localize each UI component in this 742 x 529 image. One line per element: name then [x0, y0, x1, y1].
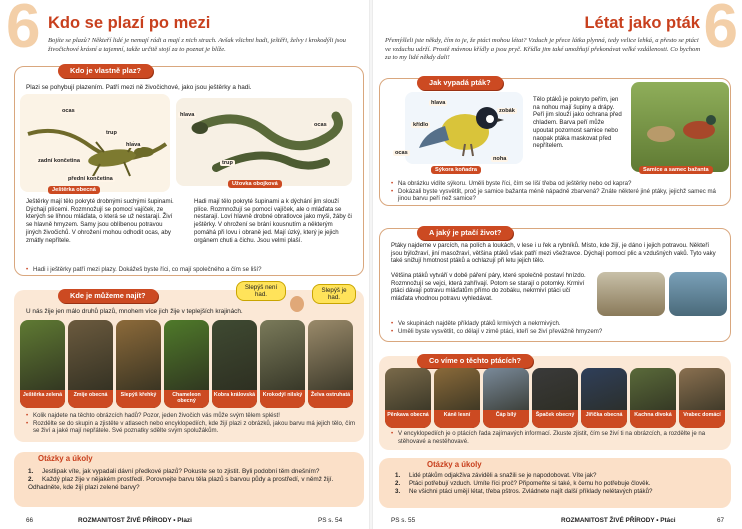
bullet-item: • Ve skupinách najděte příklady ptáků krmivých a nekrmivých. [391, 320, 721, 328]
section-heading: Kdo je vlastně plaz? [58, 64, 153, 78]
lizard-label-head: hlava [126, 142, 141, 148]
task-item: 1. Lidé ptákům odjakživa záviděli a snažili se je napodobovat. Víte jak? [395, 472, 597, 479]
habitat-bullets [26, 412, 356, 435]
page-title: Kdo se plazí po mezi [48, 14, 211, 32]
reptile-thumbnail [308, 320, 353, 408]
bird-life-bullets [391, 320, 721, 335]
reptile-thumbnail [260, 320, 305, 408]
reptile-name: Ještěrka zelená [20, 390, 65, 408]
bird-icon [405, 92, 523, 164]
reptile-thumbnail [20, 320, 65, 408]
bird-label-leg: noha [493, 156, 507, 162]
bird-thumbnail [581, 368, 627, 428]
bird-life-text-2: Většina ptáků vytváří v době páření páry, které společně postaví hnízdo. Rozmnožují se vejci, která zahřívají. Potom se starají o potomky. Krmiví ptáci dávají potravu mláďatům přímo do zobáku, nekrmiví ptáci učí mláďata vhodnou potravu vyhledávat. [391, 272, 586, 303]
bird-label-head: hlava [431, 100, 446, 106]
bird-name: Špaček obecný [532, 410, 578, 428]
section-lead: Plazi se pohybují plazením. Patří mezi ně živočichové, jako jsou ještěrky a hadi. [26, 84, 252, 91]
bird-name: Jiřička obecná [581, 410, 627, 428]
bird-name: Vrabec domácí [679, 410, 725, 428]
pheasant-icon [631, 82, 729, 172]
reptile-name: Krokodýl nilský [260, 390, 305, 408]
reptile-name: Chameleon obecný [164, 390, 209, 408]
bullet-item: • Kolik najdete na těchto obrázcích hadů? Pozor, jeden živočich vás může svým tělem splést! [26, 412, 356, 420]
bird-label-tail: ocas [395, 150, 408, 156]
snake-icon [176, 98, 352, 186]
section-lead: U nás žije jen málo druhů plazů, mnohem více jich žije v teplejších krajinách. [26, 308, 243, 315]
bird-thumbnail [434, 368, 480, 428]
reptile-name: Zmije obecná [68, 390, 113, 408]
bird-label-wing: křídlo [413, 122, 429, 128]
reptile-name: Kobra královská [212, 390, 257, 408]
bird-caption: Sýkora koňadra [431, 166, 481, 174]
tasks-heading: Otázky a úkoly [427, 460, 482, 469]
right-page [371, 0, 742, 529]
snake-label-body: trup [222, 160, 233, 166]
tasks-list [28, 468, 358, 493]
bird-thumbnail [483, 368, 529, 428]
section-heading: A jaký je ptačí život? [417, 226, 513, 240]
footer-workbook-ref: PS s. 55 [391, 517, 416, 524]
bullet-item: • Uměli byste vysvětlit, co dělají v zimě ptáci, kteří se živí převážně hmyzem? [391, 328, 721, 336]
bird-thumbnail [385, 368, 431, 428]
speech-bubble-2: Slepýš je had. [312, 284, 356, 304]
bird-name: Pěnkava obecná [385, 410, 431, 428]
section-heading: Kde je můžeme najít? [58, 289, 158, 303]
bullet-item: • Hadi i ještěrky patří mezi plazy. Dokážeš byste říci, co mají společného a čím se liší? [26, 266, 356, 274]
snake-label-tail: ocas [314, 122, 327, 128]
lizard-label-tail: ocas [62, 108, 75, 114]
footer-page-number: 66 [26, 517, 34, 524]
lizard-label-foreleg: přední končetina [68, 176, 113, 182]
intro-text: Bojíte se plazů? Někteří lidé je nemají rádi a mají z nich strach. Avšak všichni hadi, ještěři, želvy i krokodýli jsou živočichové krásní a tajemní, takže určitě stojí za to poznat je blíže. [48, 37, 346, 53]
reptile-thumbnail [116, 320, 161, 408]
reptile-thumbnail [164, 320, 209, 408]
reptile-thumbnail [212, 320, 257, 408]
reptile-thumbnail [68, 320, 113, 408]
bird-name: Káně lesní [434, 410, 480, 428]
bird-thumbnail [630, 368, 676, 428]
bird-thumbnail [532, 368, 578, 428]
reptile-name: Želva ostruhatá [308, 390, 353, 408]
bullet-item: • Dokázali byste vysvětlit, proč je samice bažanta méně nápadně zbarvená? Znáte některé jiné ptáky, jejichž samec má jinou barvu peří než samice? [391, 188, 723, 203]
bird-label-beak: zobák [499, 108, 515, 114]
task-item: 1. Jestlipak víte, jak vypadali dávní předkové plazů? Pokuste se to zjistit. Byli podobní těm dnešním? [28, 468, 320, 475]
intro-text: Přemýšleli jste někdy, čím to je, že ptáci mohou létat? Vzduch je přece látka plynná, tedy velice lehká, a přesto se ptáci ve vzduchu udrží. Prostě mávnou křídly a jsou pryč. Křídla jim také umožňují překonávat velké vzdálenosti. Co bychom za to my lidé někdy dali! [385, 37, 701, 62]
species-bullet [391, 430, 723, 445]
speech-bubble-1: Slepýš není had. [236, 281, 286, 301]
section-bullet [26, 266, 356, 274]
footer-page-number: 67 [717, 517, 725, 524]
nest-photo [597, 272, 665, 316]
bullet-item: • V encyklopediích je o ptácích řada zajímavých informací. Zkuste zjistit, čím se živí ti na obrázcích, a rozdělte je na stěhovavé a nestěhovavé. [391, 430, 723, 445]
footer-workbook-ref: PS s. 54 [318, 517, 343, 524]
pheasant-photo [631, 82, 729, 172]
bird-name: Čáp bílý [483, 410, 529, 428]
snake-label-head: hlava [180, 112, 195, 118]
lizard-caption: Ještěrka obecná [48, 186, 100, 194]
lizard-label-hindleg: zadní končetina [38, 158, 80, 164]
section-heading: Jak vypadá pták? [417, 76, 503, 90]
lizard-label-body: trup [106, 130, 117, 136]
bird-name: Kachna divoká [630, 410, 676, 428]
snake-illustration [176, 98, 352, 186]
great-tit-illustration [405, 92, 523, 164]
anatomy-bullets [391, 180, 723, 203]
page-number-large: 6 [6, 0, 41, 61]
reptile-name: Slepýš křehký [116, 390, 161, 408]
task-item: 2. Každý plaz žije v nějakém prostředí. Porovnejte barvu těla plazů s barvou půdy a prostředí, v němž žijí. Odhadněte, kde žijí plazi zelené barvy? [28, 476, 334, 492]
tasks-heading: Otázky a úkoly [38, 454, 93, 463]
task-item: 3. Ne všichni ptáci umějí létat, třeba pštros. Zvládnete najít další příklady nelétavých ptáků? [395, 488, 653, 495]
task-item: 2. Ptáci potřebují vzduch. Umíte říci proč? Připomeňte si také, k čemu ho potřebuje člověk. [395, 480, 651, 487]
footer-title: ROZMANITOST ŽIVÉ PŘÍRODY • Ptáci [561, 517, 676, 524]
ducklings-photo [669, 272, 727, 316]
bullet-item: • Na obrázku vidíte sýkoru. Uměli byste říci, čím se liší třeba od ještěrky nebo od kapra? [391, 180, 723, 188]
bird-thumbnail [679, 368, 725, 428]
page-title: Létat jako pták [584, 14, 700, 32]
section-heading: Co víme o těchto ptácích? [417, 354, 533, 368]
bird-life-text-1: Ptáky najdeme v parcích, na polích a loukách, v lese i u řek a rybníků. Místo, kde žijí, je dáno i jejich potravou. Někteří jsou býložraví, jiní masožraví, většina ptáků však patří mezi všežravce. Dýchají pomocí plic a vzdušných vaků. Tyto vaky také snižují hmotnost ptáků a ochlazují při letu jejich tělo. [391, 242, 716, 265]
page-number-large: 6 [703, 0, 738, 61]
tasks-list [395, 472, 725, 496]
snake-caption: Užovka obojková [228, 180, 282, 188]
footer-title: ROZMANITOST ŽIVÉ PŘÍRODY • Plazi [78, 517, 192, 524]
girl-avatar [290, 296, 304, 312]
feathers-text: Tělo ptáků je pokryto peřím, jen na nohou mají šupiny a drápy. Peří jim slouží jako ochrana před chladem. Barva peří může upoutat pozornost samice nebo naopak ptáka maskovat před nepřítelem. [533, 96, 622, 150]
snake-text: Hadi mají tělo pokryté šupinami a k dýchání jim slouží plíce. Rozmnožují se pomocí vajíček, ale o mláďata se nestarají. Loví hlavně drobné obratlovce jako myši, žáby či ještěrky. V ohrožení se brání kousnutím a některým pomáhá při lovu i obraně jed. Mají úzký, který je jejich orgánem chuti a čichu. Jsou velmi plaší. [194, 198, 352, 244]
pheasant-caption: Samice a samec bažanta [639, 166, 713, 174]
bullet-item: • Rozdělte se do skupin a zjistěte v atlasech nebo encyklopediích, kde žijí plazi z obrázků, jakou barvu má jejich tělo, čím se živí a jaké mají nepřátele. Své poznatky sdělte svým spolužákům. [26, 420, 356, 435]
lizard-text: Ještěrky mají tělo pokryté drobnými suchými šupinami. Dýchají plícemi. Rozmnožují se pomocí vajíček, ze kterých se líhnou mláďata, o která se už nestarají. Živí se hlavně hmyzem. Samy jsou oblíbenou potravou jiných živočichů. V ohrožení mohou odhodit ocas, aby zmátly nepřítele. [26, 198, 174, 244]
